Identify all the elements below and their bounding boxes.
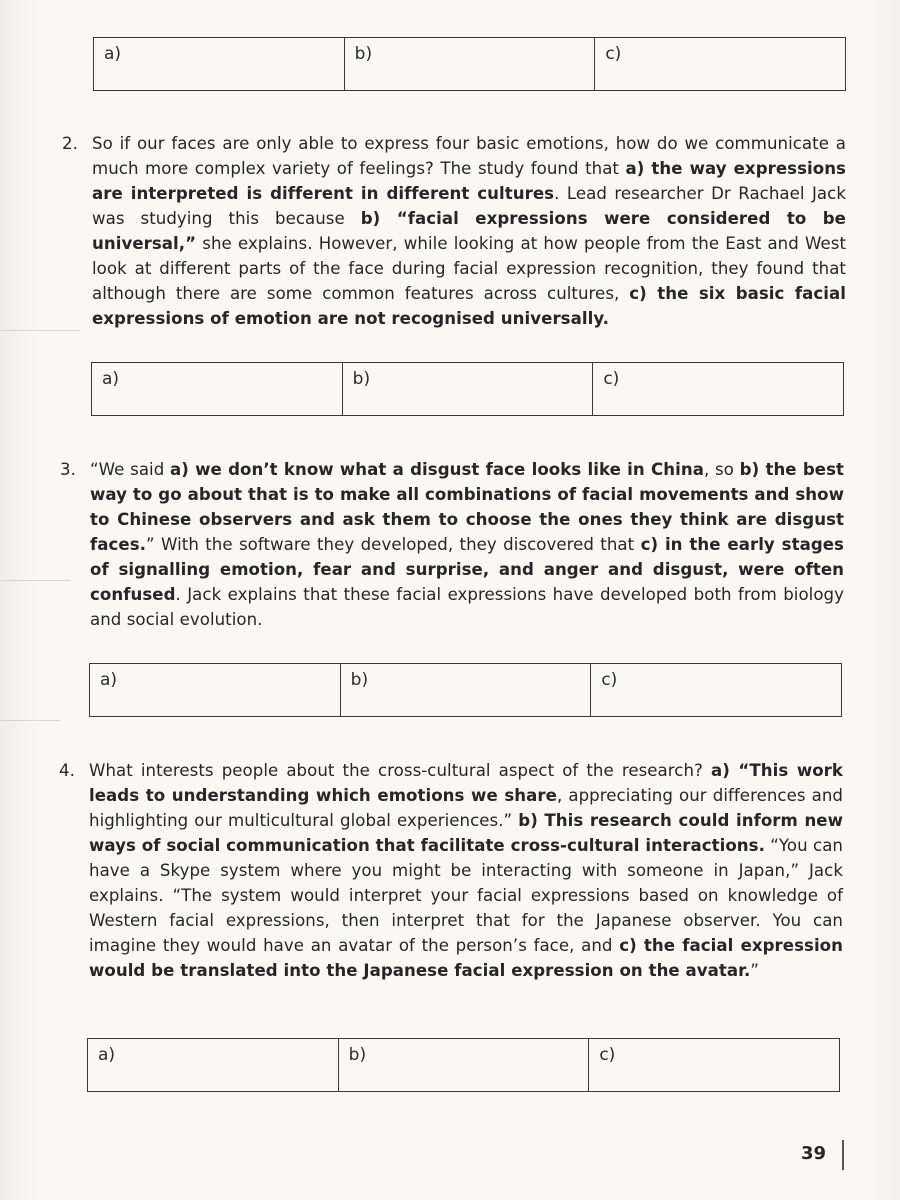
text-segment: So if our faces are only able to express four basic emotions, how do we communicate a much more complex variety of feelings? The study found that xyxy=(92,134,846,178)
item-number: 3. xyxy=(60,460,76,479)
text-segment: , so xyxy=(703,460,740,479)
text-segment: “We said xyxy=(90,460,171,479)
highlight-a: a) we don’t know what a disgust face looks like in China xyxy=(170,460,704,479)
answer-table-2 xyxy=(91,362,844,416)
page-number-divider xyxy=(842,1140,844,1170)
text-segment: . Jack explains that these facial expressions have developed both from biology and social evolution. xyxy=(90,585,844,629)
highlight-b: b) This research could inform new ways of social communication that facilitate cross-cultural interactions. xyxy=(89,811,843,855)
answer-cell-b[interactable] xyxy=(338,1039,589,1092)
answer-label-a: a) xyxy=(102,369,120,389)
highlight-a: a) the way expressions are interpreted is different in different cultures xyxy=(92,159,846,203)
highlight-b: b) the best way to go about that is to make all combinations of facial movements and show to Chinese observers and ask them to choose the ones they think are disgust faces. xyxy=(90,460,844,554)
item-text xyxy=(89,758,843,983)
bleed-line xyxy=(0,580,70,581)
answer-label-b: b) xyxy=(352,369,371,389)
answer-cell-c[interactable] xyxy=(591,664,842,717)
highlight-c: c) in the early stages of signalling emotion, fear and surprise, and anger and disgust, were often confused xyxy=(90,535,844,604)
answer-cell-b[interactable] xyxy=(340,664,591,717)
page-number: 39 xyxy=(800,1143,826,1164)
item-number: 4. xyxy=(59,761,75,780)
answer-table-3 xyxy=(89,663,842,717)
answer-cell-a[interactable] xyxy=(90,664,341,717)
text-segment: . Lead researcher Dr Rachael Jack was studying this because xyxy=(92,184,846,228)
text-segment: What interests people about the cross-cultural aspect of the research? xyxy=(89,761,711,780)
item-number: 2. xyxy=(62,134,78,153)
answer-label-c: c) xyxy=(603,369,620,389)
answer-label-b: b) xyxy=(354,44,373,64)
bleed-line xyxy=(0,720,60,721)
answer-label-b: b) xyxy=(348,1045,367,1065)
answer-table-4 xyxy=(87,1038,840,1092)
text-segment: ” xyxy=(750,961,760,980)
highlight-c: c) the facial expression would be translated into the Japanese facial expression on the avatar. xyxy=(89,936,844,980)
text-segment: “You can have a Skype system where you might be interacting with someone in Japan,” Jack explains. “The system would interpret your facial expressions based on knowledge of Western facial expressions, then interpret that for the Japanese observer. You can imagine they would have an avatar of the person’s face, and xyxy=(89,836,843,955)
answer-label-a: a) xyxy=(104,44,122,64)
exercise-item-4 xyxy=(59,758,844,983)
answer-label-a: a) xyxy=(98,1045,116,1065)
exercise-item-3 xyxy=(60,457,844,632)
highlight-a: a) “This work leads to understanding which emotions we share xyxy=(89,761,843,805)
answer-cell-a[interactable] xyxy=(88,1039,339,1092)
bleed-line xyxy=(0,330,80,331)
answer-label-b: b) xyxy=(350,670,369,690)
answer-label-c: c) xyxy=(605,44,622,64)
answer-cell-a[interactable] xyxy=(92,363,343,416)
item-text xyxy=(92,131,846,331)
answer-label-a: a) xyxy=(100,670,118,690)
answer-label-c: c) xyxy=(601,670,618,690)
text-segment: , appreciating our differences and highlighting our multicultural global experiences.” xyxy=(89,786,844,830)
answer-cell-c[interactable] xyxy=(593,363,844,416)
highlight-c: c) the six basic facial expressions of emotion are not recognised universally. xyxy=(92,284,846,328)
answer-table-1 xyxy=(93,37,846,91)
answer-label-c: c) xyxy=(599,1045,616,1065)
highlight-b: b) “facial expressions were considered to be universal,” xyxy=(92,209,846,253)
answer-cell-c[interactable] xyxy=(595,38,846,91)
text-segment: ” With the software they developed, they discovered that xyxy=(146,535,641,554)
text-segment: she explains. However, while looking at how people from the East and West look at different parts of the face during facial expression recognition, they found that although there are some common features across cultures, xyxy=(92,234,846,303)
exercise-item-2 xyxy=(62,131,846,331)
item-text xyxy=(90,457,844,632)
answer-cell-b[interactable] xyxy=(344,38,595,91)
answer-cell-b[interactable] xyxy=(342,363,593,416)
answer-cell-c[interactable] xyxy=(589,1039,840,1092)
answer-cell-a[interactable] xyxy=(94,38,345,91)
